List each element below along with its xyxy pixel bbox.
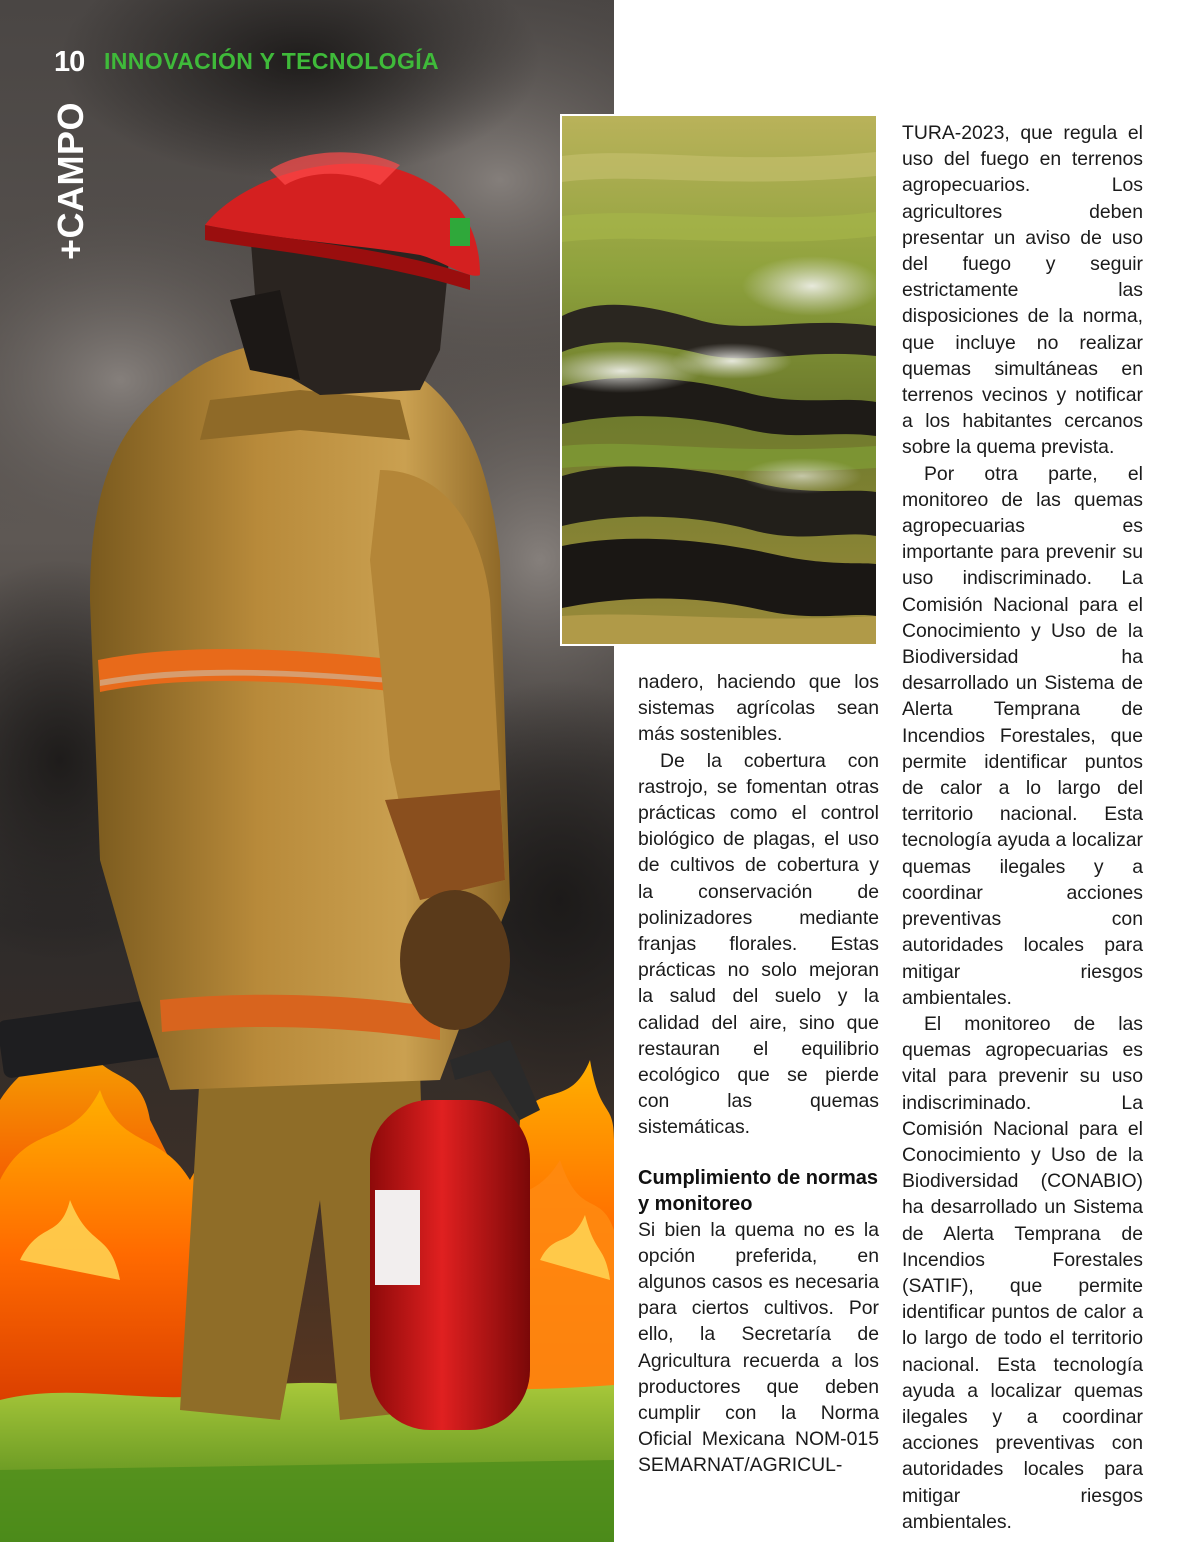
paragraph: Por otra parte, el monitoreo de las quemas agropecuarias es importante para prevenir su uso indiscriminado. La Comisión Nacional para el Conocimiento y Uso de la Biodiversidad ha desarrollado un Sistema de Alerta Temprana de Incendios Forestales, que permite identificar puntos de calor a lo largo del territorio nacional. Esta tecnología ayuda a localizar quemas ilegales y a coordinar acciones preventivas con autoridades locales para mitigar riesgos ambientales. xyxy=(902,462,1143,1009)
section-label: INNOVACIÓN Y TECNOLOGÍA xyxy=(104,48,440,74)
paragraph: nadero, haciendo que los sistemas agrícolas sean más sostenibles. xyxy=(638,671,879,746)
paragraph: El monitoreo de las quemas agropecuarias es vital para prevenir su uso indiscriminado. La Comisión Nacional para el Conocimiento y Uso de la Biodiversidad (CONABIO) ha desarrollado un Sistema de Alerta Temprana de Incendios Forestales (SATIF), que permite identificar puntos de calor a lo largo de todo el territorio nacional. Esta tecnología ayuda a localizar quemas ilegales y a coordinar acciones preventivas con autoridades locales para mitigar riesgos ambientales. xyxy=(902,1012,1143,1533)
inset-photo xyxy=(560,114,878,646)
subheading: Cumplimiento de normas y monitoreo xyxy=(638,1166,879,1215)
page-number: 10 xyxy=(54,46,85,78)
text-column-2 xyxy=(902,120,1143,1535)
paragraph: De la cobertura con rastrojo, se fomentan otras prácticas como el control biológico de plagas, el uso de cultivos de cobertura y la conservación de polinizadores mediante franjas florales. Estas prácticas no solo mejoran la salud del suelo y la calidad del aire, sino que restauran el equilibrio ecológico que se pierde con las quemas sistemáticas. xyxy=(638,749,879,1139)
text-column-1 xyxy=(638,669,879,1479)
paragraph: TURA-2023, que regula el uso del fuego en terrenos agropecuarios. Los agricultores deben presentar un aviso de uso del fuego y seguir estrictamente las disposiciones de la norma, que incluye no realizar quemas simultáneas en terrenos vecinos y notificar a los habitantes cercanos sobre la quema prevista. xyxy=(902,122,1143,459)
paragraph: Si bien la quema no es la opción preferida, en algunos casos es necesaria para ciertos cultivos. Por ello, la Secretaría de Agricultura recuerda a los productores que deben cumplir con la Norma Oficial Mexicana NOM-015 SEMARNAT/AGRICUL- xyxy=(638,1218,879,1477)
brand-logo: +CAMPO xyxy=(50,101,91,260)
